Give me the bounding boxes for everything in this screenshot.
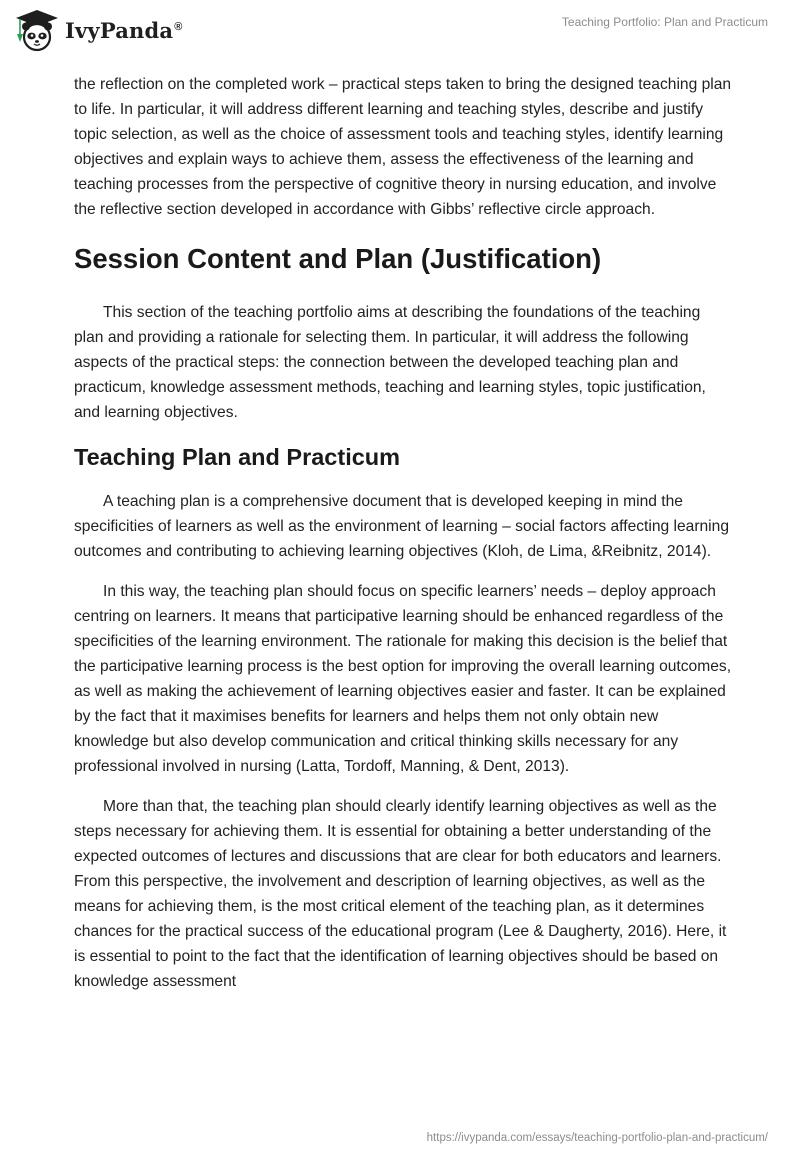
section-paragraph: This section of the teaching portfolio aims at describing the foundations of the teaching plan and providing a rationale for selecting them. In particular, it will address the following aspects of the practical steps: the connection between the developed teaching plan and practicum, knowledge assessment methods, teaching and learning styles, topic justification, and learning objectives. (74, 304, 706, 421)
page-header (0, 0, 800, 64)
brand-registered-mark: ® (174, 20, 183, 33)
body-paragraph: A teaching plan is a comprehensive document that is developed keeping in mind the specificities of learners as well as the environment of learning – social factors affecting learning outcomes and contributing to achieving learning objectives (Kloh, de Lima, &Reibnitz, 2014). (74, 493, 729, 560)
source-url[interactable]: https://ivypanda.com/essays/teaching-portfolio-plan-and-practicum/ (426, 1132, 768, 1144)
document-title: Teaching Portfolio: Plan and Practicum (561, 15, 768, 29)
brand-name: IvyPanda® (65, 17, 183, 43)
brand-logo[interactable] (14, 8, 183, 52)
body-paragraph: In this way, the teaching plan should focus on specific learners’ needs – deploy approach centring on learners. It means that participative learning should be enhanced regardless of the specificities of the learning environment. The rationale for making this decision is the belief that the participative learning process is the best option for improving the overall learning outcomes, as well as making the achievement of learning objectives easier and faster. It can be explained by the fact that it maximises benefits for learners and helps them not only obtain new knowledge but also develop communication and critical thinking skills necessary for any professional involved in nursing (Latta, Tordoff, Manning, & Dent, 2013). (74, 583, 732, 775)
intro-paragraph: the reflection on the completed work – practical steps taken to bring the designed teaching plan to life. In particular, it will address different learning and teaching styles, describe and justify topic selection, as well as the choice of assessment tools and teaching styles, identify learning objectives and explain ways to achieve them, assess the effectiveness of the learning and teaching processes from the perspective of cognitive theory in nursing education, and involve the reflective section developed in accordance with Gibbs’ reflective circle approach. (74, 76, 732, 218)
section-heading-teaching-plan: Teaching Plan and Practicum (74, 444, 401, 470)
essay-content (74, 72, 734, 1009)
section-heading-session-content: Session Content and Plan (Justification) (74, 243, 602, 274)
panda-graduate-icon (14, 8, 60, 52)
body-paragraph: More than that, the teaching plan should clearly identify learning objectives as well as the steps necessary for achieving them. It is essential for obtaining a better understanding of the expected outcomes of lectures and discussions that are clear for both educators and learners. From this perspective, the involvement and description of learning objectives, as well as the means for achieving them, is the most critical element of the teaching plan, as it determines chances for the practical success of the educational program (Lee & Daugherty, 2016). Here, it is essential to point to the fact that the identification of learning objectives should be based on knowledge assessment (74, 798, 727, 990)
